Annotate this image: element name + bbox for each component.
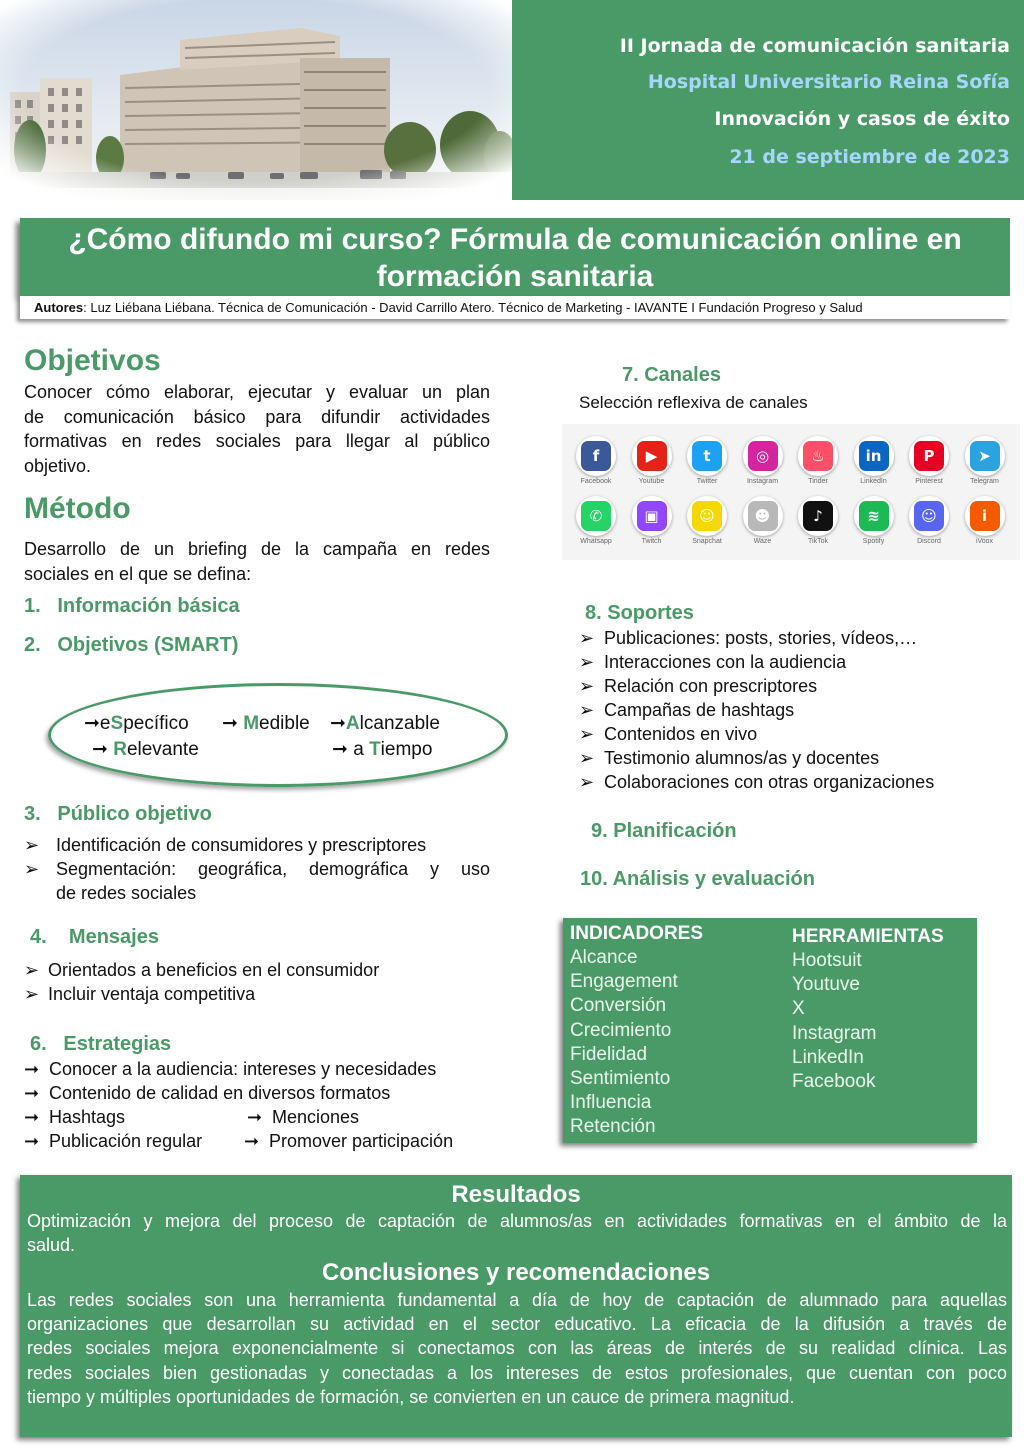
social-label: iVoox [975,538,994,545]
facebook-glyph: f [581,441,611,471]
conclusiones-line: tiempo y múltiples oportunidades de formación, se convierten en un cauce de primera magnitud. [27,1386,795,1407]
herramienta-item: Instagram [792,1022,877,1044]
estrategias-item: ➞ Contenido de calidad en diversos formatos [24,1083,391,1103]
ivoox-icon [965,496,1005,536]
poster-title [20,221,1010,295]
hospital-illustration [0,0,512,200]
mensajes-item: ➢ Orientados a beneficios en el consumidor [24,960,380,980]
indicador-item: Conversión [570,995,667,1017]
objetivos-line: Conocer cómo elaborar, ejecutar y evaluar un plan [24,382,490,402]
social-label: Youtube [638,478,665,485]
indicators-box [563,918,977,1143]
waze-icon [743,496,783,536]
social-label: Discord [917,538,941,545]
whatsapp-glyph: ✆ [581,501,611,531]
social-label: Tinder [808,478,828,485]
resultados-line: Optimización y mejora del proceso de captación de alumnos/as en actividades formativas en el ámbito de la [27,1211,1007,1231]
snapchat-glyph: ☺ [692,501,722,531]
authors-label: Autores [34,300,84,315]
twitch-icon [632,496,672,536]
poster-title-line-1: ¿Cómo difundo mi curso? Fórmula de comunicación online en [68,223,962,256]
objetivos-line: formativas en redes sociales para llegar al público [24,431,490,451]
whatsapp-icon [576,496,616,536]
poster-title-line-2: formación sanitaria [376,260,654,293]
soportes-item: ➢ Relación con prescriptores [579,676,818,696]
twitch-glyph: ▣ [637,501,667,531]
soportes-item: ➢ Testimonio alumnos/as y docentes [579,748,880,768]
analisis-heading: 10. Análisis y evaluación [580,868,815,890]
indicador-item: Retención [570,1116,656,1138]
social-label: Waze [753,538,772,545]
smart-alcanzable: ➞Alcanzable [330,713,440,734]
conclusiones-line: Las redes sociales son una herramienta fundamental a día de hoy de captación de alumnado para aquellas [27,1290,1007,1310]
mensajes-item: ➢ Incluir ventaja competitiva [24,984,256,1004]
indicadores-heading: INDICADORES [570,923,704,944]
resultados-text [27,1209,1007,1257]
publico-heading: 3. Público objetivo [24,803,212,825]
social-label: Whatsapp [580,538,612,545]
authors-bar [20,296,1010,319]
indicador-item: Sentimiento [570,1068,671,1090]
planificacion-heading: 9. Planificación [591,820,737,842]
estrategias-item: ➞ Hashtags [24,1107,126,1127]
twitter-glyph: t [692,441,722,471]
estrategias-item: ➞ Menciones [247,1107,360,1127]
twitter-icon [687,436,727,476]
social-label: Facebook [580,478,612,485]
metodo-intro-line: Desarrollo de un briefing de la campaña en redes [24,539,490,559]
estrategias-item: ➞ Publicación regular [24,1131,203,1151]
pinterest-icon [909,436,949,476]
indicador-item: Fidelidad [570,1043,648,1065]
soportes-heading: 8. Soportes [585,602,694,624]
pinterest-glyph: P [914,441,944,471]
indicador-item: Crecimiento [570,1019,672,1041]
soportes-item: ➢ Campañas de hashtags [579,700,795,720]
social-label: Twitch [641,538,662,545]
metodo-heading: Método [24,492,131,525]
publico-item: ➢ Identificación de consumidores y prescriptores [24,835,427,855]
social-label: Instagram [746,478,779,485]
discord-icon [909,496,949,536]
publico-item-cont: de redes sociales [56,883,197,903]
smart-ellipse [48,683,508,787]
mensajes-heading: 4. Mensajes [30,926,159,948]
social-label: Pinterest [915,478,943,485]
estrategias-item: ➞ Conocer a la audiencia: intereses y necesidades [24,1059,437,1079]
spotify-glyph: ≋ [859,501,889,531]
waze-glyph: ☻ [748,501,778,531]
ivoox-glyph: i [970,501,1000,531]
social-label: Spotify [862,538,885,545]
conclusiones-line: redes sociales mejora exponencialmente si conectamos con las áreas de interés de su realidad clínica. Las [27,1338,1007,1359]
objetivos-line: objetivo. [24,455,92,476]
canales-heading: 7. Canales [622,364,721,386]
facebook-icon [576,436,616,476]
publico-item: ➢ Segmentación: geográfica, demográfica y uso [24,859,490,879]
herramienta-item: Youtuve [792,974,860,996]
smart-tiempo: ➞ a Tiempo [332,739,433,760]
smart-relevante: ➞ Relevante [92,739,199,760]
herramienta-item: X [792,998,805,1020]
herramientas-heading: HERRAMIENTAS [792,926,944,947]
smart-medible: ➞ Medible [222,713,310,734]
estrategias-item: ➞ Promover participación [244,1131,454,1151]
soportes-item: ➢ Interacciones con la audiencia [579,652,847,672]
discord-glyph: ☺ [914,501,944,531]
conclusiones-line: organizaciones que desarrollan su actividad en el sector educativo. La eficacia de la difusión a través de [27,1314,1007,1335]
social-label: Twitter [696,478,718,485]
objetivos-line: de comunicación básico para difundir actividades [24,406,490,427]
metodo-intro [24,537,490,586]
objetivos-heading: Objetivos [24,344,161,377]
herramienta-item: Facebook [792,1071,876,1093]
soportes-list [579,626,934,794]
social-label: LinkedIn [860,478,887,485]
herramientas-list [792,949,876,1094]
youtube-icon [632,436,672,476]
social-label: TikTok [808,538,828,545]
metodo-item-informacion: 1. Información básica [24,595,240,617]
conclusiones-text [27,1288,1007,1409]
metodo-item-objetivos: 2. Objetivos (SMART) [24,634,239,656]
telegram-glyph: ➤ [970,441,1000,471]
canales-subtitle: Selección reflexiva de canales [579,393,808,412]
results-box [20,1175,1012,1437]
estrategias-heading: 6. Estrategias [30,1033,172,1055]
indicadores-list [570,946,678,1140]
linkedin-icon [854,436,894,476]
herramienta-item: LinkedIn [792,1046,864,1068]
soportes-item: ➢ Contenidos en vivo [579,724,758,744]
hospital-name: Hospital Universitario Reina Sofía [647,71,1010,93]
header-band [512,0,1024,200]
tinder-glyph: ♨ [803,441,833,471]
tiktok-icon [798,496,838,536]
soportes-item: ➢ Colaboraciones con otras organizaciones [579,772,935,792]
linkedin-glyph: in [859,441,889,471]
instagram-glyph: ◎ [748,441,778,471]
indicador-item: Engagement [570,971,678,993]
conclusiones-heading: Conclusiones y recomendaciones [321,1259,711,1286]
poster-title-band [20,218,1010,296]
instagram-icon [743,436,783,476]
spotify-icon [854,496,894,536]
event-subtitle: Innovación y casos de éxito [714,108,1010,130]
resultados-line: salud. [27,1235,76,1256]
event-date: 21 de septiembre de 2023 [729,146,1010,168]
youtube-glyph: ▶ [637,441,667,471]
indicador-item: Alcance [570,947,638,968]
smart-especifico: ➞eSpecífico [84,713,189,734]
herramienta-item: Hootsuit [792,950,862,971]
indicador-item: Influencia [570,1092,652,1114]
objetivos-text [24,380,490,478]
social-label: Snapchat [692,538,722,545]
conclusiones-line: redes sociales bien gestionadas y conectadas a los intereses de estos profesionales, que cuentan con poco [27,1362,1007,1383]
event-name: II Jornada de comunicación sanitaria [619,35,1010,57]
social-networks-grid [562,424,1020,560]
tinder-icon [798,436,838,476]
authors-text: : Luz Liébana Liébana. Técnica de Comunicación - David Carrillo Atero. Técnico de Marketing - IAVANTE I Fundación Progreso y Salud [83,300,863,315]
metodo-intro-line: sociales en el que se defina: [24,563,252,584]
tiktok-glyph: ♪ [803,501,833,531]
social-label: Telegram [970,478,999,485]
resultados-heading: Resultados [451,1181,581,1208]
telegram-icon [965,436,1005,476]
snapchat-icon [687,496,727,536]
soportes-item: ➢ Publicaciones: posts, stories, vídeos,… [579,628,918,648]
